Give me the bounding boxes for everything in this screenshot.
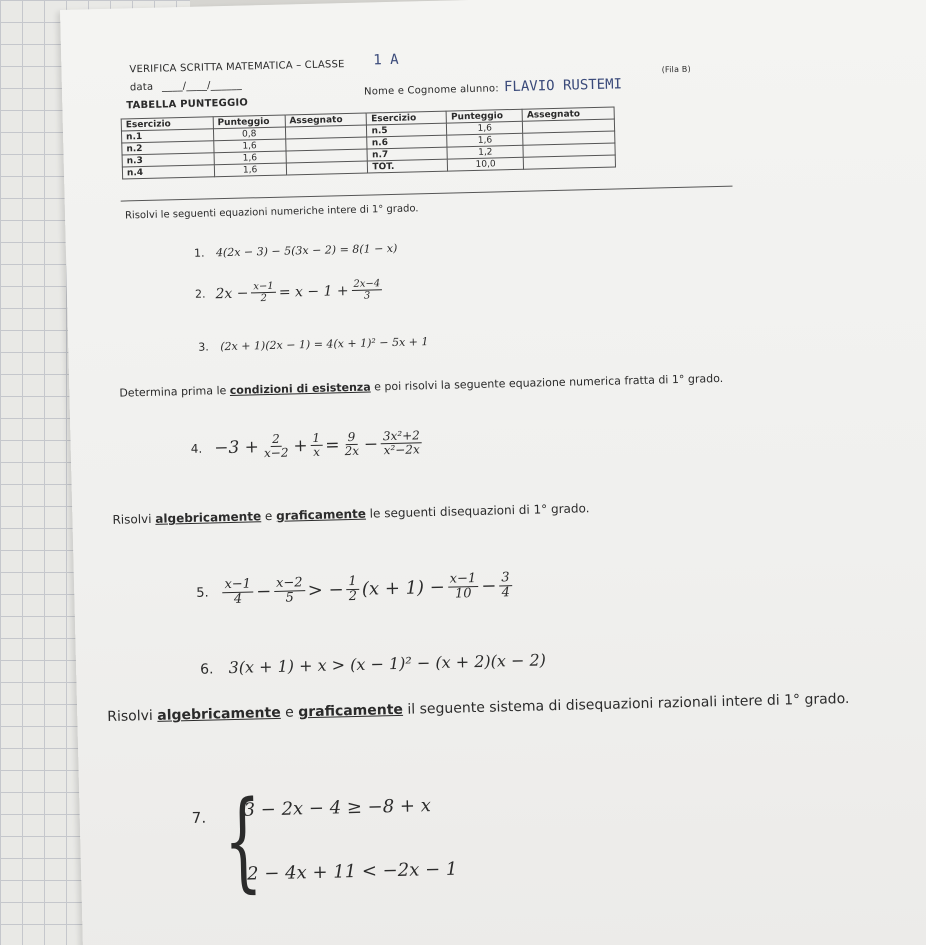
- denominator: 2: [348, 589, 358, 605]
- table-cell: 10,0: [448, 157, 524, 171]
- exercise-3-equation: (2x + 1)(2x − 1) = 4(x + 1)² − 5x + 1: [220, 335, 429, 354]
- fraction: [381, 429, 423, 457]
- date-field[interactable]: ____/____/______: [161, 79, 242, 93]
- exam-title: VERIFICA SCRITTA MATEMATICA – CLASSE: [129, 59, 345, 76]
- exercise-number: 3.: [198, 340, 209, 354]
- numerator: x−1: [222, 577, 253, 593]
- math-term: +: [293, 435, 308, 457]
- numerator: 3: [499, 571, 512, 587]
- score-table-header: Assegnato: [522, 107, 614, 121]
- instruction-text: Determina prima le: [119, 383, 230, 400]
- math-term: =: [325, 434, 340, 456]
- denominator: 5: [285, 590, 295, 606]
- table-cell: 0,8: [213, 127, 285, 141]
- numerator: 3x²+2: [381, 429, 422, 444]
- denominator: 4: [233, 592, 243, 608]
- denominator: 4: [501, 585, 511, 601]
- numerator: 9: [346, 431, 358, 445]
- fraction: [274, 576, 305, 606]
- table-cell: n.4: [122, 165, 214, 179]
- math-term: = x − 1 +: [278, 282, 349, 301]
- student-name-value: FLAVIO RUSTEMI: [503, 76, 623, 96]
- exercise-5: [196, 571, 515, 608]
- date-label: data: [129, 81, 154, 94]
- math-term: −: [255, 581, 272, 603]
- score-table-header: Assegnato: [285, 113, 367, 127]
- student-name-label: Nome e Cognome alunno:: [363, 83, 499, 98]
- section-3-instruction: [112, 501, 589, 527]
- fraction: [346, 575, 359, 605]
- table-cell: n.2: [122, 141, 214, 155]
- denominator: x−2: [263, 445, 289, 461]
- numerator: 2: [270, 433, 282, 447]
- math-term: 2x −: [215, 284, 249, 302]
- score-table-title: TABELLA PUNTEGGIO: [126, 97, 249, 112]
- exercise-number: 1.: [193, 246, 205, 260]
- numerator: 1: [346, 575, 359, 591]
- denominator: 3: [363, 290, 371, 302]
- denominator: 2: [260, 293, 268, 305]
- exercise-2: [195, 278, 386, 306]
- numerator: x−1: [448, 572, 479, 588]
- instruction-text: le seguenti disequazioni di 1° grado.: [365, 501, 590, 521]
- score-table-header: Punteggio: [213, 115, 285, 129]
- score-table-header: Esercizio: [367, 111, 447, 125]
- fraction: [499, 571, 512, 601]
- numerator: 1: [310, 432, 322, 446]
- instruction-emphasis: graficamente: [275, 506, 367, 523]
- instruction-emphasis: condizioni di esistenza: [229, 380, 371, 397]
- table-cell: 1,6: [213, 139, 285, 153]
- score-table-header: Esercizio: [121, 117, 213, 131]
- system-inequality-1: 3 − 2x − 4 ≥ −8 + x: [243, 795, 432, 821]
- numerator: x−2: [274, 576, 305, 592]
- section-4-instruction: [107, 691, 849, 725]
- class-value: 1 A: [373, 51, 399, 69]
- exercise-6: [200, 650, 546, 677]
- system-brace: {: [222, 778, 264, 905]
- table-cell: 1,6: [214, 151, 286, 165]
- exercise-3: [198, 335, 428, 354]
- fraction: [222, 577, 253, 607]
- instruction-text: e: [280, 704, 299, 721]
- instruction-text: il seguente sistema di disequazioni razionali intere di 1° grado.: [402, 690, 850, 718]
- math-term: > −: [307, 579, 344, 602]
- instruction-emphasis: algebricamente: [155, 509, 262, 526]
- instruction-emphasis: algebricamente: [157, 704, 281, 724]
- table-cell: 1,6: [447, 133, 523, 147]
- exercise-1: [194, 242, 398, 260]
- assigned-score-cell: [286, 161, 368, 175]
- exercise-4: [190, 429, 425, 462]
- math-term: (x + 1) −: [361, 577, 446, 601]
- system-inequality-2: 2 − 4x + 11 < −2x − 1: [246, 858, 458, 885]
- table-cell: n.3: [122, 153, 214, 167]
- instruction-text: e poi risolvi la seguente equazione numerica fratta di 1° grado.: [370, 371, 724, 394]
- instruction-text: Risolvi: [112, 511, 156, 527]
- section-2-instruction: [119, 372, 723, 400]
- denominator: 2x: [344, 444, 360, 459]
- score-table-header: Punteggio: [446, 109, 522, 123]
- fraction: [448, 572, 479, 602]
- fraction: [351, 278, 382, 302]
- table-cell: 1,2: [447, 145, 523, 159]
- table-cell: n.6: [367, 135, 447, 149]
- numerator: 2x−4: [351, 278, 382, 291]
- exam-sheet: [60, 0, 926, 945]
- math-term: −3 +: [213, 436, 260, 459]
- math-term: −: [363, 434, 379, 455]
- exercise-number: 7.: [191, 808, 207, 828]
- fila-label: (Fila B): [661, 64, 691, 75]
- exercise-1-equation: 4(2x − 3) − 5(3x − 2) = 8(1 − x): [215, 241, 398, 260]
- section-1-instruction: Risolvi le seguenti equazioni numeriche intere di 1° grado.: [124, 203, 419, 222]
- denominator: x²−2x: [383, 442, 420, 458]
- instruction-emphasis: graficamente: [298, 701, 404, 721]
- exercise-number: 6.: [199, 661, 214, 678]
- math-term: −: [481, 575, 497, 598]
- fraction: [310, 432, 322, 460]
- exercise-number: 2.: [194, 287, 206, 301]
- assigned-score-cell: [523, 155, 615, 169]
- divider-line: [121, 186, 733, 202]
- table-cell: n.5: [367, 123, 447, 137]
- table-cell: n.7: [367, 147, 447, 161]
- fraction: [251, 281, 276, 305]
- table-cell: 1,6: [214, 163, 286, 177]
- exercise-number: 4.: [190, 441, 203, 456]
- table-cell: 1,6: [447, 121, 523, 135]
- instruction-text: e: [260, 508, 277, 524]
- denominator: x: [313, 444, 321, 460]
- exercise-6-inequality: 3(x + 1) + x > (x − 1)² − (x + 2)(x − 2): [228, 650, 547, 678]
- numerator: x−1: [251, 281, 276, 294]
- exercise-number: 5.: [196, 585, 209, 602]
- fraction: [262, 433, 291, 461]
- score-table: [121, 106, 616, 179]
- table-cell: TOT.: [368, 159, 448, 173]
- instruction-text: Risolvi: [107, 707, 158, 726]
- fraction: [342, 431, 361, 459]
- denominator: 10: [454, 586, 472, 602]
- table-cell: n.1: [121, 129, 213, 143]
